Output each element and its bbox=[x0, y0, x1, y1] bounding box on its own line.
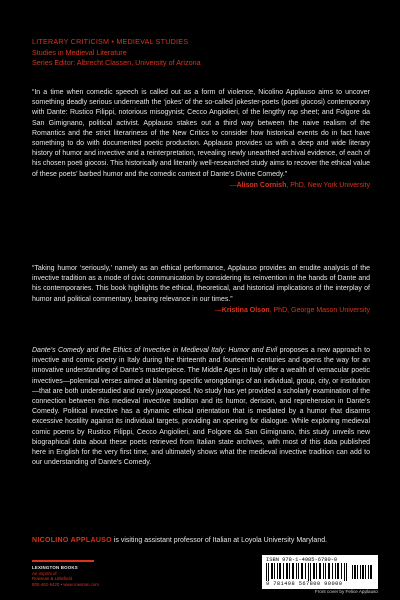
publisher-logo-bar bbox=[32, 560, 94, 562]
author-name: NICOLINO APPLAUSO bbox=[32, 537, 112, 544]
cover-credit: Front cover by Felice Applauso bbox=[314, 589, 378, 594]
attribution-dash: — bbox=[214, 306, 222, 314]
quote-attribution bbox=[32, 181, 370, 191]
bio-text: is visiting assistant professor of Italian at Loyola University Maryland. bbox=[111, 537, 328, 544]
quote-attribution bbox=[32, 306, 370, 316]
endorser-affiliation: , PhD, New York University bbox=[286, 181, 370, 189]
description-text: proposes a new approach to invective and comic poetry in Italy during the thirteenth and fourteenth centuries and opens the way for an innovative understanding of Dante’s masterpiece. The Middle Ages in Italy offer a wealth of vernacular poetic invectives—polemical verses aimed at blaming specific wrongdoings of an individual, group, city, or institution—that are both understudied and rarely juxtaposed. No study has yet provided a scholarly examination of the connection between this medieval invective tradition and its humor, derision, and reprehension in Dante’s Comedy. Political invective has a dynamic ethical orientation that is mediated by a humor that disarms excessive hostility against its individual targets, providing an opening for dialogue. While exploring medieval comic poems by Rustico Filippi, Cecco Angiolieri, and Folgore da San Gimignano, this study unveils new biographical data about these poets retrieved from Italian state archives, with most of this data published here in English for the very first time, and ultimately shows what the medieval invective tradition can add to our understanding of Dante’s Comedy. bbox=[32, 347, 370, 467]
endorser-affiliation: , PhD, George Mason University bbox=[269, 306, 370, 314]
book-description bbox=[32, 346, 370, 468]
endorser-name: Alison Cornish bbox=[236, 181, 287, 189]
publisher-imprint-line1: An imprint of bbox=[32, 570, 57, 576]
author-bio bbox=[32, 536, 370, 546]
quote-text: “Taking humor ‘seriously,’ namely as an ethical performance, Applauso provides an erudite analysis of the invective tradition as a mode of civic communication by considering its reinvention in the hands of Dante and his contemporaries. This book highlights the ethical, theoretical, and historical implications of the interplay of humor and political commentary, bearing relevance in our times.” bbox=[32, 265, 370, 303]
book-title: Dante’s Comedy and the Ethics of Invective in Medieval Italy: Humor and Evil bbox=[32, 347, 278, 354]
series-editor: Series Editor: Albrecht Classen, University of Arizona bbox=[32, 58, 201, 68]
publisher-name: LEXINGTON BOOKS bbox=[32, 565, 78, 570]
ean-number: 9 781498 567800 bbox=[266, 581, 321, 587]
quote-text: “In a time when comedic speech is called out as a form of violence, Nicolino Applauso aims to uncover something deadly serious underneath the ‘jokes’ of the so-called jokester-poets (poeti giocosi) contemporary with Dante: Rustico Filippi, notorious misogynist; Cecco Angiolieri, of the lengthy rap sheet; and Folgore da San Gimignano, political activist. Applauso stakes out a third way between the naive realism of the Romantics and the strict literariness of the New Critics to consider how historical events do in fact have something to do with documented poetic production. Applauso provides us with a deep and wide literary history of humor and invective and a reinterpretation, revealing newly unearthed archival evidence, of each of his chosen poeti giocosi. This historically and literarily well-researched study aims to recover the ethical value of these poets’ barbed humor and the comedic context of Dante’s Divine Comedy.” bbox=[32, 89, 370, 178]
series-name: Studies in Medieval Literature bbox=[32, 47, 127, 57]
category-label: LITERARY CRITICISM • MEDIEVAL STUDIES bbox=[32, 37, 189, 46]
attribution-dash: — bbox=[229, 181, 237, 189]
endorser-name: Kristina Olson bbox=[221, 306, 270, 314]
price-code: 90000 bbox=[324, 581, 343, 587]
series-header bbox=[32, 37, 372, 69]
barcode-digits bbox=[266, 581, 342, 587]
isbn-number: ISBN 978-1-4985-6780-0 bbox=[266, 557, 338, 563]
publisher-contact: 800-462-6420 • www.rowman.com bbox=[32, 581, 99, 587]
barcode-icon bbox=[266, 563, 374, 581]
endorsement-quote-2 bbox=[32, 264, 370, 316]
endorsement-quote-1 bbox=[32, 88, 370, 191]
publisher-block bbox=[32, 560, 122, 587]
publisher-imprint-line2: Rowman & Littlefield bbox=[32, 576, 73, 582]
isbn-barcode bbox=[262, 555, 378, 589]
